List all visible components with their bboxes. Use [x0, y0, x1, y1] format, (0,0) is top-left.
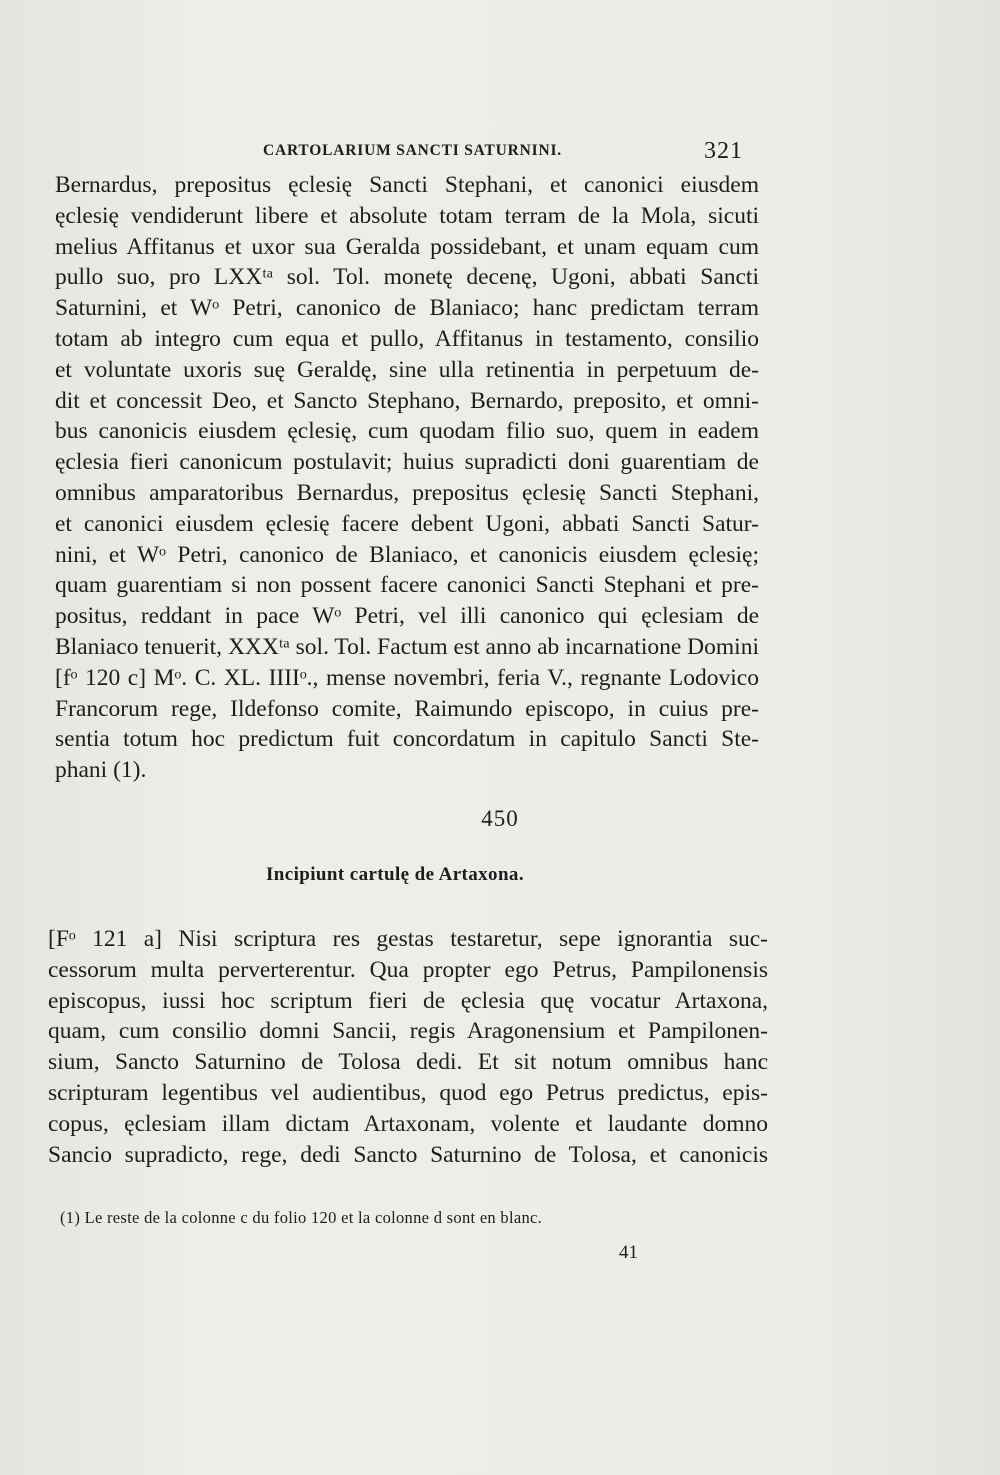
text-line: [fᵒ 120 c] Mᵒ. C. XL. IIIIᵒ., mense novembri, feria V., regnante Lodovico [55, 664, 759, 691]
text-line: pullo suo, pro LXXᵗᵃ sol. Tol. monetę decenę, Ugoni, abbati Sancti [55, 264, 759, 291]
text-line: et voluntate uxoris suę Geraldę, sine ulla retinentia in perpetuum de- [55, 356, 759, 383]
footnote: (1) Le reste de la colonne c du folio 120 et la colonne d sont en blanc. [60, 1208, 543, 1227]
text-line: phani (1). [55, 757, 147, 784]
charter-heading: Incipiunt cartulę de Artaxona. [266, 864, 524, 885]
text-line: omnibus amparatoribus Bernardus, prepositus ęclesię Sancti Stephani, [55, 479, 759, 506]
text-line: quam guarentiam si non possent facere canonici Sancti Stephani et pre- [55, 572, 759, 599]
text-line: Blaniaco tenuerit, XXXᵗᵃ sol. Tol. Factum est anno ab incarnatione Domini [55, 633, 759, 660]
text-line: copus, ęclesiam illam dictam Artaxonam, volente et laudante domno [48, 1110, 768, 1137]
charter-number: 450 [481, 806, 519, 831]
charter-449-continuation [55, 170, 759, 786]
text-line: [Fᵒ 121 a] Nisi scriptura res gestas testaretur, sepe ignorantia suc- [48, 926, 768, 952]
text-line: Saturnini, et Wᵒ Petri, canonico de Blaniaco; hanc predictam terram [55, 295, 759, 322]
text-line: ęclesię vendiderunt libere et absolute totam terram de la Mola, sicuti [55, 202, 759, 229]
text-line: quam, cum consilio domni Sancii, regis Aragonensium et Pampilonen- [48, 1018, 768, 1045]
text-line: episcopus, iussi hoc scriptum fieri de ęclesia quę vocatur Artaxona, [48, 987, 768, 1014]
text-line: nini, et Wᵒ Petri, canonico de Blaniaco, et canonicis eiusdem ęclesię; [55, 541, 759, 568]
running-title: CARTOLARIUM SANCTI SATURNINI. [263, 142, 562, 159]
text-line: melius Affitanus et uxor sua Geralda possidebant, et unam equam cum [55, 233, 759, 260]
text-line: dit et concessit Deo, et Sancto Stephano, Bernardo, preposito, et omni- [55, 387, 759, 414]
text-line: Sancio supradicto, rege, dedi Sancto Saturnino de Tolosa, et canonicis [48, 1141, 768, 1168]
running-header [0, 140, 1000, 170]
text-line: cessorum multa perverterentur. Qua propter ego Petrus, Pampilonensis [48, 956, 768, 983]
signature-mark: 41 [619, 1242, 638, 1263]
text-line: totam ab integro cum equa et pullo, Affitanus in testamento, consilio [55, 325, 759, 352]
text-line: bus canonicis eiusdem ęclesię, cum quodam filio suo, quem in eadem [55, 418, 759, 445]
text-line: sium, Sancto Saturnino de Tolosa dedi. Et sit notum omnibus hanc [48, 1049, 768, 1076]
text-line: scripturam legentibus vel audientibus, quod ego Petrus predictus, epis- [48, 1079, 768, 1106]
text-line: Bernardus, prepositus ęclesię Sancti Stephani, et canonici eiusdem [55, 172, 759, 198]
page-number: 321 [704, 138, 743, 164]
text-line: sentia totum hoc predictum fuit concordatum in capitulo Sancti Ste- [55, 726, 759, 753]
text-line: Francorum rege, Ildefonso comite, Raimundo episcopo, in cuius pre- [55, 695, 759, 722]
text-line: ęclesia fieri canonicum postulavit; huius supradicti doni guarentiam de [55, 449, 759, 476]
text-line: positus, reddant in pace Wᵒ Petri, vel illi canonico qui ęclesiam de [55, 603, 759, 630]
charter-450-text [48, 924, 768, 1170]
text-line: et canonici eiusdem ęclesię facere debent Ugoni, abbati Sancti Satur- [55, 510, 759, 537]
